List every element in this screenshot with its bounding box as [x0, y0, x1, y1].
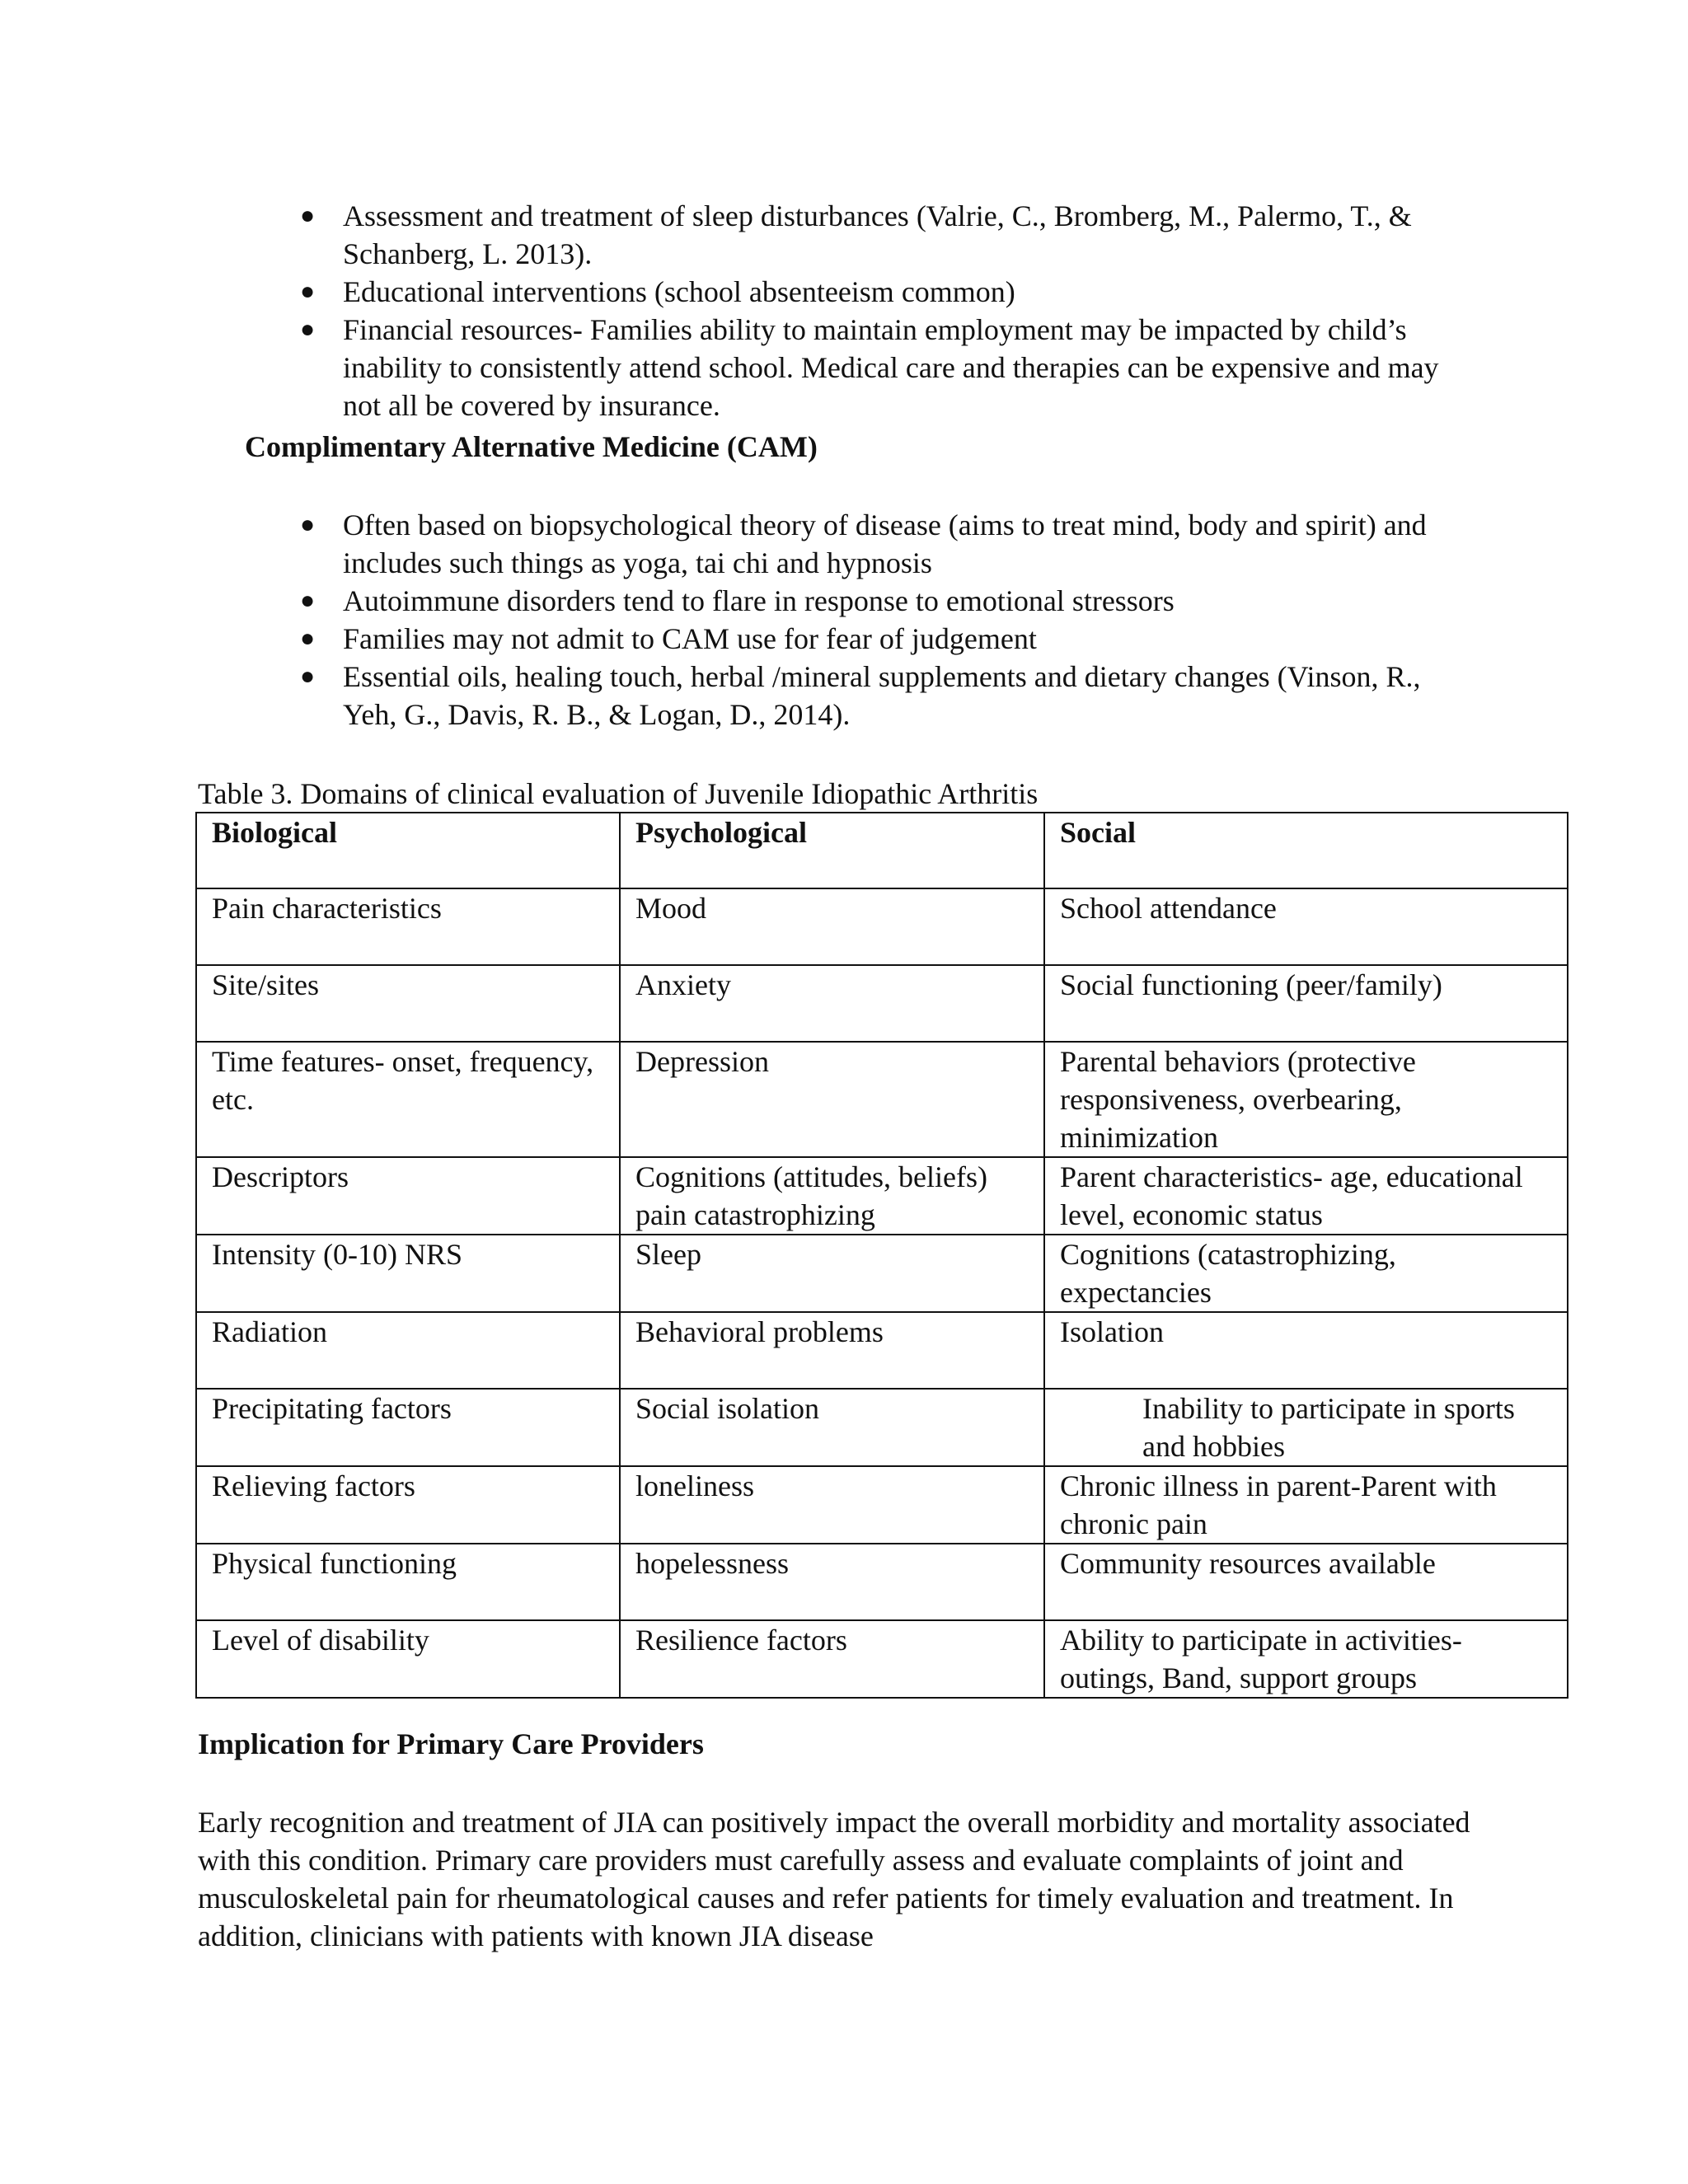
header-social: Social	[1044, 813, 1568, 888]
table-row	[196, 965, 1568, 1042]
table-cell: Physical functioning	[196, 1544, 620, 1620]
table-cell: Parent characteristics- age, educational level, economic status	[1044, 1157, 1568, 1235]
list-item	[288, 273, 1459, 311]
table-cell: Precipitating factors	[196, 1389, 620, 1466]
table-cell: Resilience factors	[620, 1620, 1044, 1698]
top-bullet-list	[288, 197, 1459, 424]
cam-heading: Complimentary Alternative Medicine (CAM)	[245, 430, 818, 463]
table-cell: Behavioral problems	[620, 1312, 1044, 1389]
table-cell: Inability to participate in sports and hobbies	[1044, 1389, 1568, 1466]
bullet-text: Financial resources- Families ability to maintain employment may be impacted by child’s inability to consistently attend school. Medical care and therapies can be expensive and may not all be covered by insurance.	[343, 313, 1439, 422]
table-cell: Parental behaviors (protective responsiveness, overbearing, minimization	[1044, 1042, 1568, 1157]
table-row	[196, 1312, 1568, 1389]
list-item	[288, 311, 1459, 424]
list-item	[288, 658, 1459, 733]
implication-paragraph: Early recognition and treatment of JIA can positively impact the overall morbidity and mortality associated with this condition. Primary care providers must carefully assess and evaluate complaints of joint and musculoskeletal pain for rheumatological causes and refer patients for timely evaluation and treatment. In addition, clinicians with patients with known JIA disease	[198, 1806, 1470, 1952]
domains-table	[195, 812, 1568, 1699]
table-row	[196, 1235, 1568, 1312]
bullet-text: Educational interventions (school absenteeism common)	[343, 275, 1015, 308]
bullet-text: Assessment and treatment of sleep disturbances (Valrie, C., Bromberg, M., Palermo, T., & Schanberg, L. 2013).	[343, 199, 1412, 270]
list-item	[288, 620, 1459, 658]
header-psychological: Psychological	[620, 813, 1044, 888]
bullet-icon: ●	[300, 511, 316, 538]
bullet-text: Essential oils, healing touch, herbal /mineral supplements and dietary changes (Vinson, R., Yeh, G., Davis, R. B., & Logan, D., 2014).	[343, 660, 1421, 731]
bullet-icon: ●	[300, 625, 316, 652]
table-caption: Table 3. Domains of clinical evaluation of Juvenile Idiopathic Arthritis	[198, 777, 1039, 810]
table-row	[196, 1157, 1568, 1235]
table-cell: Site/sites	[196, 965, 620, 1042]
bullet-text: Autoimmune disorders tend to flare in response to emotional stressors	[343, 584, 1175, 617]
table-cell: Depression	[620, 1042, 1044, 1157]
table-cell: Mood	[620, 888, 1044, 965]
table-row	[196, 1466, 1568, 1544]
table-cell: hopelessness	[620, 1544, 1044, 1620]
table-cell: Level of disability	[196, 1620, 620, 1698]
table-cell: Chronic illness in parent-Parent with chronic pain	[1044, 1466, 1568, 1544]
table-cell: Anxiety	[620, 965, 1044, 1042]
table-cell: Ability to participate in activities- outings, Band, support groups	[1044, 1620, 1568, 1698]
list-item	[288, 197, 1459, 273]
bullet-icon: ●	[300, 316, 316, 343]
bullet-icon: ●	[300, 587, 316, 614]
table-cell: loneliness	[620, 1466, 1044, 1544]
table-row	[196, 1620, 1568, 1698]
table-cell: Cognitions (attitudes, beliefs) pain catastrophizing	[620, 1157, 1044, 1235]
table-cell: Relieving factors	[196, 1466, 620, 1544]
table-row	[196, 888, 1568, 965]
table-cell: Descriptors	[196, 1157, 620, 1235]
table-cell: Social isolation	[620, 1389, 1044, 1466]
bullet-icon: ●	[300, 663, 316, 690]
table-cell: Cognitions (catastrophizing, expectancies	[1044, 1235, 1568, 1312]
bullet-icon: ●	[300, 278, 316, 305]
table-cell: Social functioning (peer/family)	[1044, 965, 1568, 1042]
table-cell: Isolation	[1044, 1312, 1568, 1389]
table-cell: Sleep	[620, 1235, 1044, 1312]
table-header-row	[196, 813, 1568, 888]
list-item	[288, 582, 1459, 620]
table-cell: Community resources available	[1044, 1544, 1568, 1620]
cam-bullet-list	[288, 506, 1459, 733]
table-cell: Time features- onset, frequency, etc.	[196, 1042, 620, 1157]
table-row	[196, 1042, 1568, 1157]
table-cell: School attendance	[1044, 888, 1568, 965]
bullet-text: Families may not admit to CAM use for fear of judgement	[343, 622, 1037, 655]
table-row	[196, 1544, 1568, 1620]
table-row	[196, 1389, 1568, 1466]
implication-heading: Implication for Primary Care Providers	[198, 1727, 704, 1760]
bullet-icon: ●	[300, 202, 316, 229]
bullet-text: Often based on biopsychological theory of disease (aims to treat mind, body and spirit) and includes such things as yoga, tai chi and hypnosis	[343, 509, 1427, 579]
table-cell: Radiation	[196, 1312, 620, 1389]
table-cell: Intensity (0-10) NRS	[196, 1235, 620, 1312]
header-biological: Biological	[196, 813, 620, 888]
table-cell: Pain characteristics	[196, 888, 620, 965]
list-item	[288, 506, 1459, 582]
